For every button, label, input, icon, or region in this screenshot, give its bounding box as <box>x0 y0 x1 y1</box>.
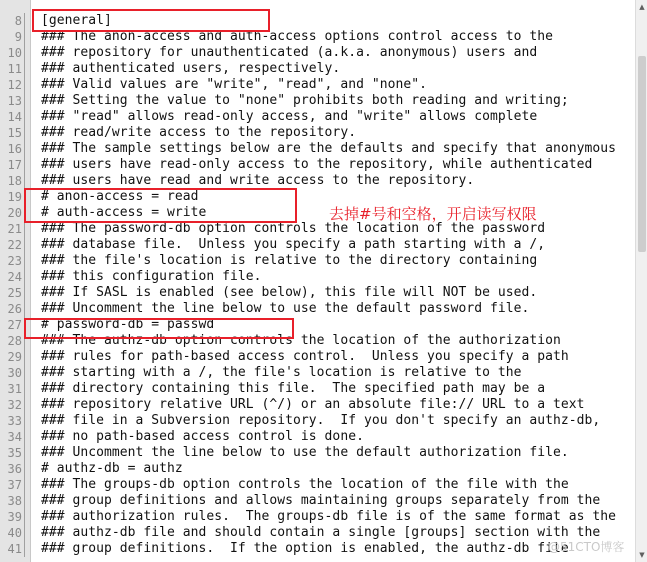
code-line[interactable] <box>0 269 635 285</box>
fold-guide <box>24 429 31 445</box>
fold-guide <box>24 301 31 317</box>
code-text: ### read/write access to the repository. <box>41 125 357 140</box>
fold-guide <box>24 509 31 525</box>
code-text: # auth-access = write <box>41 205 207 220</box>
watermark: @51CTO博客 <box>548 540 625 554</box>
highlight-box-access <box>24 188 297 223</box>
fold-guide <box>24 61 31 77</box>
code-text: ### Setting the value to "none" prohibits both reading and writing; <box>41 93 569 108</box>
fold-guide <box>24 173 31 189</box>
line-number: 19 <box>7 190 22 204</box>
line-number: 36 <box>7 462 22 476</box>
code-text: ### The password-db option controls the location of the password <box>41 221 546 236</box>
highlight-box-general <box>32 9 270 32</box>
code-text: # password-db = passwd <box>41 317 215 332</box>
code-text: ### starting with a /, the file's location is relative to the <box>41 365 522 380</box>
fold-guide <box>24 109 31 125</box>
code-line[interactable] <box>0 253 635 269</box>
code-line[interactable] <box>0 397 635 413</box>
code-text: ### no path-based access control is done. <box>41 429 364 444</box>
fold-guide <box>24 413 31 429</box>
code-text: ### file in a Subversion repository. If you don't specify an authz-db, <box>41 413 601 428</box>
line-number: 12 <box>7 78 22 92</box>
code-text: ### users have read and write access to the repository. <box>41 173 475 188</box>
code-text: ### users have read-only access to the repository, while authenticated <box>41 157 593 172</box>
fold-guide <box>24 285 31 301</box>
code-text: ### If SASL is enabled (see below), this file will NOT be used. <box>41 285 538 300</box>
code-text: ### The authz-db option controls the location of the authorization <box>41 333 561 348</box>
code-line[interactable] <box>0 365 635 381</box>
line-number: 22 <box>7 238 22 252</box>
line-number: 27 <box>7 318 22 332</box>
code-line[interactable] <box>0 141 635 157</box>
code-line[interactable] <box>0 301 635 317</box>
triangle-up-icon[interactable]: ▲ <box>639 3 645 11</box>
fold-guide <box>24 237 31 253</box>
code-text: ### repository for unauthenticated (a.k.a. anonymous) users and <box>41 45 538 60</box>
fold-guide <box>24 13 31 29</box>
line-number: 33 <box>7 414 22 428</box>
fold-guide <box>24 525 31 541</box>
code-text: ### authz-db file and should contain a single [groups] section with the <box>41 525 601 540</box>
fold-guide <box>24 477 31 493</box>
triangle-down-icon[interactable]: ▼ <box>639 551 645 559</box>
code-text: ### repository relative URL (^/) or an absolute file:// URL to a text <box>41 397 585 412</box>
line-number: 8 <box>14 14 22 28</box>
fold-guide <box>24 381 31 397</box>
line-number: 10 <box>7 46 22 60</box>
code-text: ### rules for path-based access control. Unless you specify a path <box>41 349 569 364</box>
fold-guide <box>24 365 31 381</box>
line-number: 9 <box>14 30 22 44</box>
code-line[interactable] <box>0 237 635 253</box>
fold-guide <box>24 269 31 285</box>
code-line[interactable] <box>0 381 635 397</box>
code-text: ### directory containing this file. The specified path may be a <box>41 381 546 396</box>
code-text: ### database file. Unless you specify a path starting with a /, <box>41 237 546 252</box>
code-text: # authz-db = authz <box>41 461 183 476</box>
fold-guide <box>24 29 31 45</box>
code-line[interactable] <box>0 349 635 365</box>
code-line[interactable] <box>0 77 635 93</box>
fold-guide <box>24 77 31 93</box>
code-line[interactable] <box>0 125 635 141</box>
code-text: ### Valid values are "write", "read", and "none". <box>41 77 427 92</box>
line-number: 40 <box>7 526 22 540</box>
code-text: ### group definitions. If the option is enabled, the authz-db file <box>41 541 569 556</box>
fold-guide <box>24 45 31 61</box>
fold-guide <box>24 157 31 173</box>
code-line[interactable] <box>0 429 635 445</box>
code-text: # anon-access = read <box>41 189 199 204</box>
line-number: 34 <box>7 430 22 444</box>
code-line[interactable] <box>0 461 635 477</box>
line-number: 16 <box>7 142 22 156</box>
fold-guide <box>24 541 31 557</box>
code-line[interactable] <box>0 109 635 125</box>
code-text: ### The sample settings below are the defaults and specify that anonymous <box>41 141 616 156</box>
line-number: 26 <box>7 302 22 316</box>
code-line[interactable] <box>0 157 635 173</box>
line-number: 18 <box>7 174 22 188</box>
code-line[interactable] <box>0 445 635 461</box>
code-line[interactable] <box>0 61 635 77</box>
code-line[interactable] <box>0 541 635 557</box>
fold-guide <box>24 461 31 477</box>
line-number: 35 <box>7 446 22 460</box>
code-text: ### this configuration file. <box>41 269 262 284</box>
line-number: 28 <box>7 334 22 348</box>
line-number: 32 <box>7 398 22 412</box>
annotation-note: 去掉#号和空格，开启读写权限 <box>329 205 537 223</box>
code-text: ### authorization rules. The groups-db file is of the same format as the <box>41 509 616 524</box>
code-text: ### the file's location is relative to the directory containing <box>41 253 538 268</box>
code-line[interactable] <box>0 477 635 493</box>
code-line[interactable] <box>0 413 635 429</box>
code-text: [general] <box>41 13 112 28</box>
fold-guide <box>24 253 31 269</box>
code-text: ### Uncomment the line below to use the default authorization file. <box>41 445 569 460</box>
scrollbar-thumb[interactable] <box>638 56 646 252</box>
code-line[interactable] <box>0 173 635 189</box>
line-number: 37 <box>7 478 22 492</box>
line-number: 29 <box>7 350 22 364</box>
code-line[interactable] <box>0 93 635 109</box>
code-line[interactable] <box>0 525 635 541</box>
line-number: 39 <box>7 510 22 524</box>
highlight-box-password-db <box>24 318 294 339</box>
line-number: 21 <box>7 222 22 236</box>
line-number: 15 <box>7 126 22 140</box>
fold-guide <box>24 221 31 237</box>
code-text: ### The anon-access and auth-access options control access to the <box>41 29 553 44</box>
code-line[interactable] <box>0 285 635 301</box>
line-number: 20 <box>7 206 22 220</box>
line-number: 13 <box>7 94 22 108</box>
fold-guide <box>24 349 31 365</box>
code-text: ### Uncomment the line below to use the default password file. <box>41 301 530 316</box>
line-number: 14 <box>7 110 22 124</box>
line-number: 38 <box>7 494 22 508</box>
code-text: ### group definitions and allows maintaining groups separately from the <box>41 493 601 508</box>
line-number: 24 <box>7 270 22 284</box>
code-line[interactable] <box>0 45 635 61</box>
fold-guide <box>24 445 31 461</box>
line-number: 17 <box>7 158 22 172</box>
fold-guide <box>24 125 31 141</box>
line-number: 41 <box>7 542 22 556</box>
line-number: 25 <box>7 286 22 300</box>
line-number: 23 <box>7 254 22 268</box>
line-number: 31 <box>7 382 22 396</box>
code-line[interactable] <box>0 221 635 237</box>
fold-guide <box>24 493 31 509</box>
fold-guide <box>24 141 31 157</box>
line-number: 30 <box>7 366 22 380</box>
code-text: ### authenticated users, respectively. <box>41 61 341 76</box>
code-text: ### The groups-db option controls the location of the file with the <box>41 477 569 492</box>
vertical-scrollbar[interactable] <box>635 0 647 562</box>
code-text: ### "read" allows read-only access, and "write" allows complete <box>41 109 538 124</box>
line-number: 11 <box>7 62 22 76</box>
code-line[interactable] <box>0 493 635 509</box>
fold-guide <box>24 93 31 109</box>
code-line[interactable] <box>0 509 635 525</box>
fold-guide <box>24 397 31 413</box>
